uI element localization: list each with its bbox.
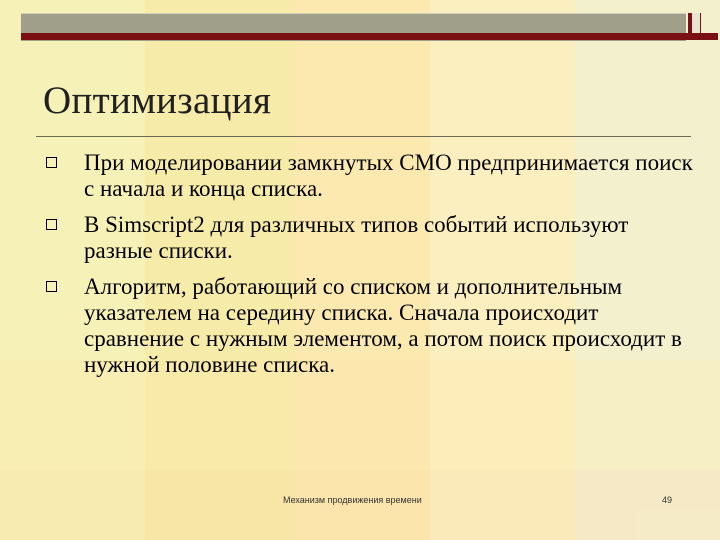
list-item: [44, 274, 694, 378]
hollow-square-bullet-icon: [46, 219, 57, 230]
list-item-text: В Simscript2 для различных типов событий используют разные списки.: [84, 212, 629, 263]
page-number: 49: [662, 495, 673, 505]
top-corner-square-inner: [692, 13, 700, 33]
list-item-text: Алгоритм, работающий со списком и дополнительным указателем на середину списка. Сначала происходит сравнение с нужным элементом, а потом поиск происходит в нужной половине списка.: [84, 274, 682, 377]
slide-title: Оптимизация: [43, 79, 272, 122]
title-divider: [36, 136, 691, 137]
list-item-text: При моделировании замкнутых СМО предпринимается поиск с начала и конца списка.: [84, 150, 693, 201]
bullet-list: [44, 150, 694, 388]
background-band: [0, 470, 720, 540]
top-accent-line: [21, 33, 718, 40]
slide-footer: Механизм продвижения времени: [283, 495, 422, 505]
hollow-square-bullet-icon: [46, 157, 57, 168]
hollow-square-bullet-icon: [46, 281, 57, 292]
list-item: [44, 212, 694, 264]
list-item: [44, 150, 694, 202]
